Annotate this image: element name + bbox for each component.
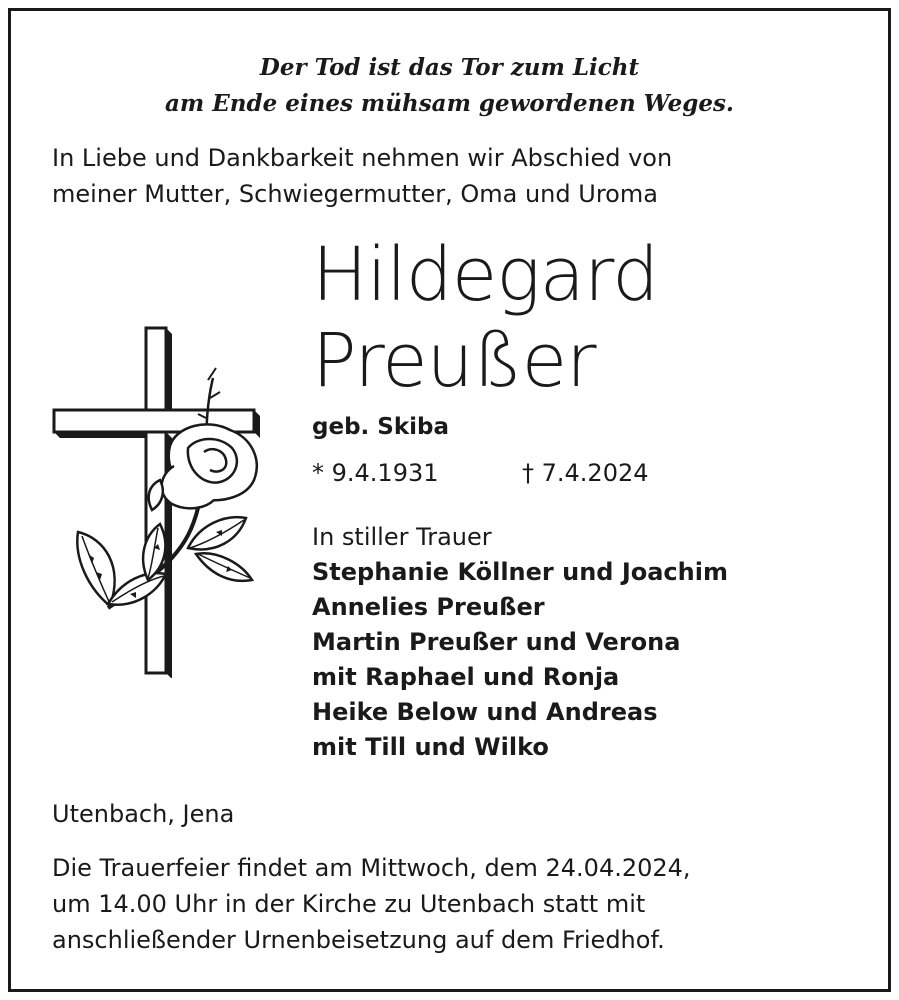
death-date: † 7.4.2024 <box>522 459 649 487</box>
mourner-family: Martin Preußer und Verona <box>312 628 681 656</box>
motto-line-2: am Ende eines mühsam gewordenen Weges. <box>165 90 734 117</box>
motto <box>0 50 899 122</box>
service-line-1: Die Trauerfeier findet am Mittwoch, dem 24.04.2024, <box>52 854 691 882</box>
cross-with-rose-icon <box>48 318 268 678</box>
intro-line-2: meiner Mutter, Schwiegermutter, Oma und Uroma <box>52 180 658 208</box>
deceased-name <box>312 232 658 404</box>
mourner-family: Heike Below und Andreas <box>312 698 658 726</box>
mourner-family: Stephanie Köllner und Joachim <box>312 558 728 586</box>
intro-text <box>52 140 852 212</box>
service-line-2: um 14.00 Uhr in der Kirche zu Utenbach statt mit <box>52 890 646 918</box>
mourners-lead: In stiller Trauer <box>312 523 492 551</box>
intro-line-1: In Liebe und Dankbarkeit nehmen wir Abschied von <box>52 144 673 172</box>
mourner-family: mit Raphael und Ronja <box>312 663 620 691</box>
maiden-name: geb. Skiba <box>312 414 450 440</box>
mourner-family: Annelies Preußer <box>312 593 545 621</box>
birth-date: * 9.4.1931 <box>312 459 439 487</box>
deceased-first-name: Hildegard <box>312 232 659 318</box>
mourner-family: mit Till und Wilko <box>312 733 549 761</box>
motto-line-1: Der Tod ist das Tor zum Licht <box>259 54 640 81</box>
service-line-3: anschließender Urnenbeisetzung auf dem Friedhof. <box>52 926 665 954</box>
place-names: Utenbach, Jena <box>52 800 235 828</box>
service-info <box>52 850 852 958</box>
mourners-block <box>312 520 728 765</box>
deceased-last-name: Preußer <box>312 318 596 404</box>
